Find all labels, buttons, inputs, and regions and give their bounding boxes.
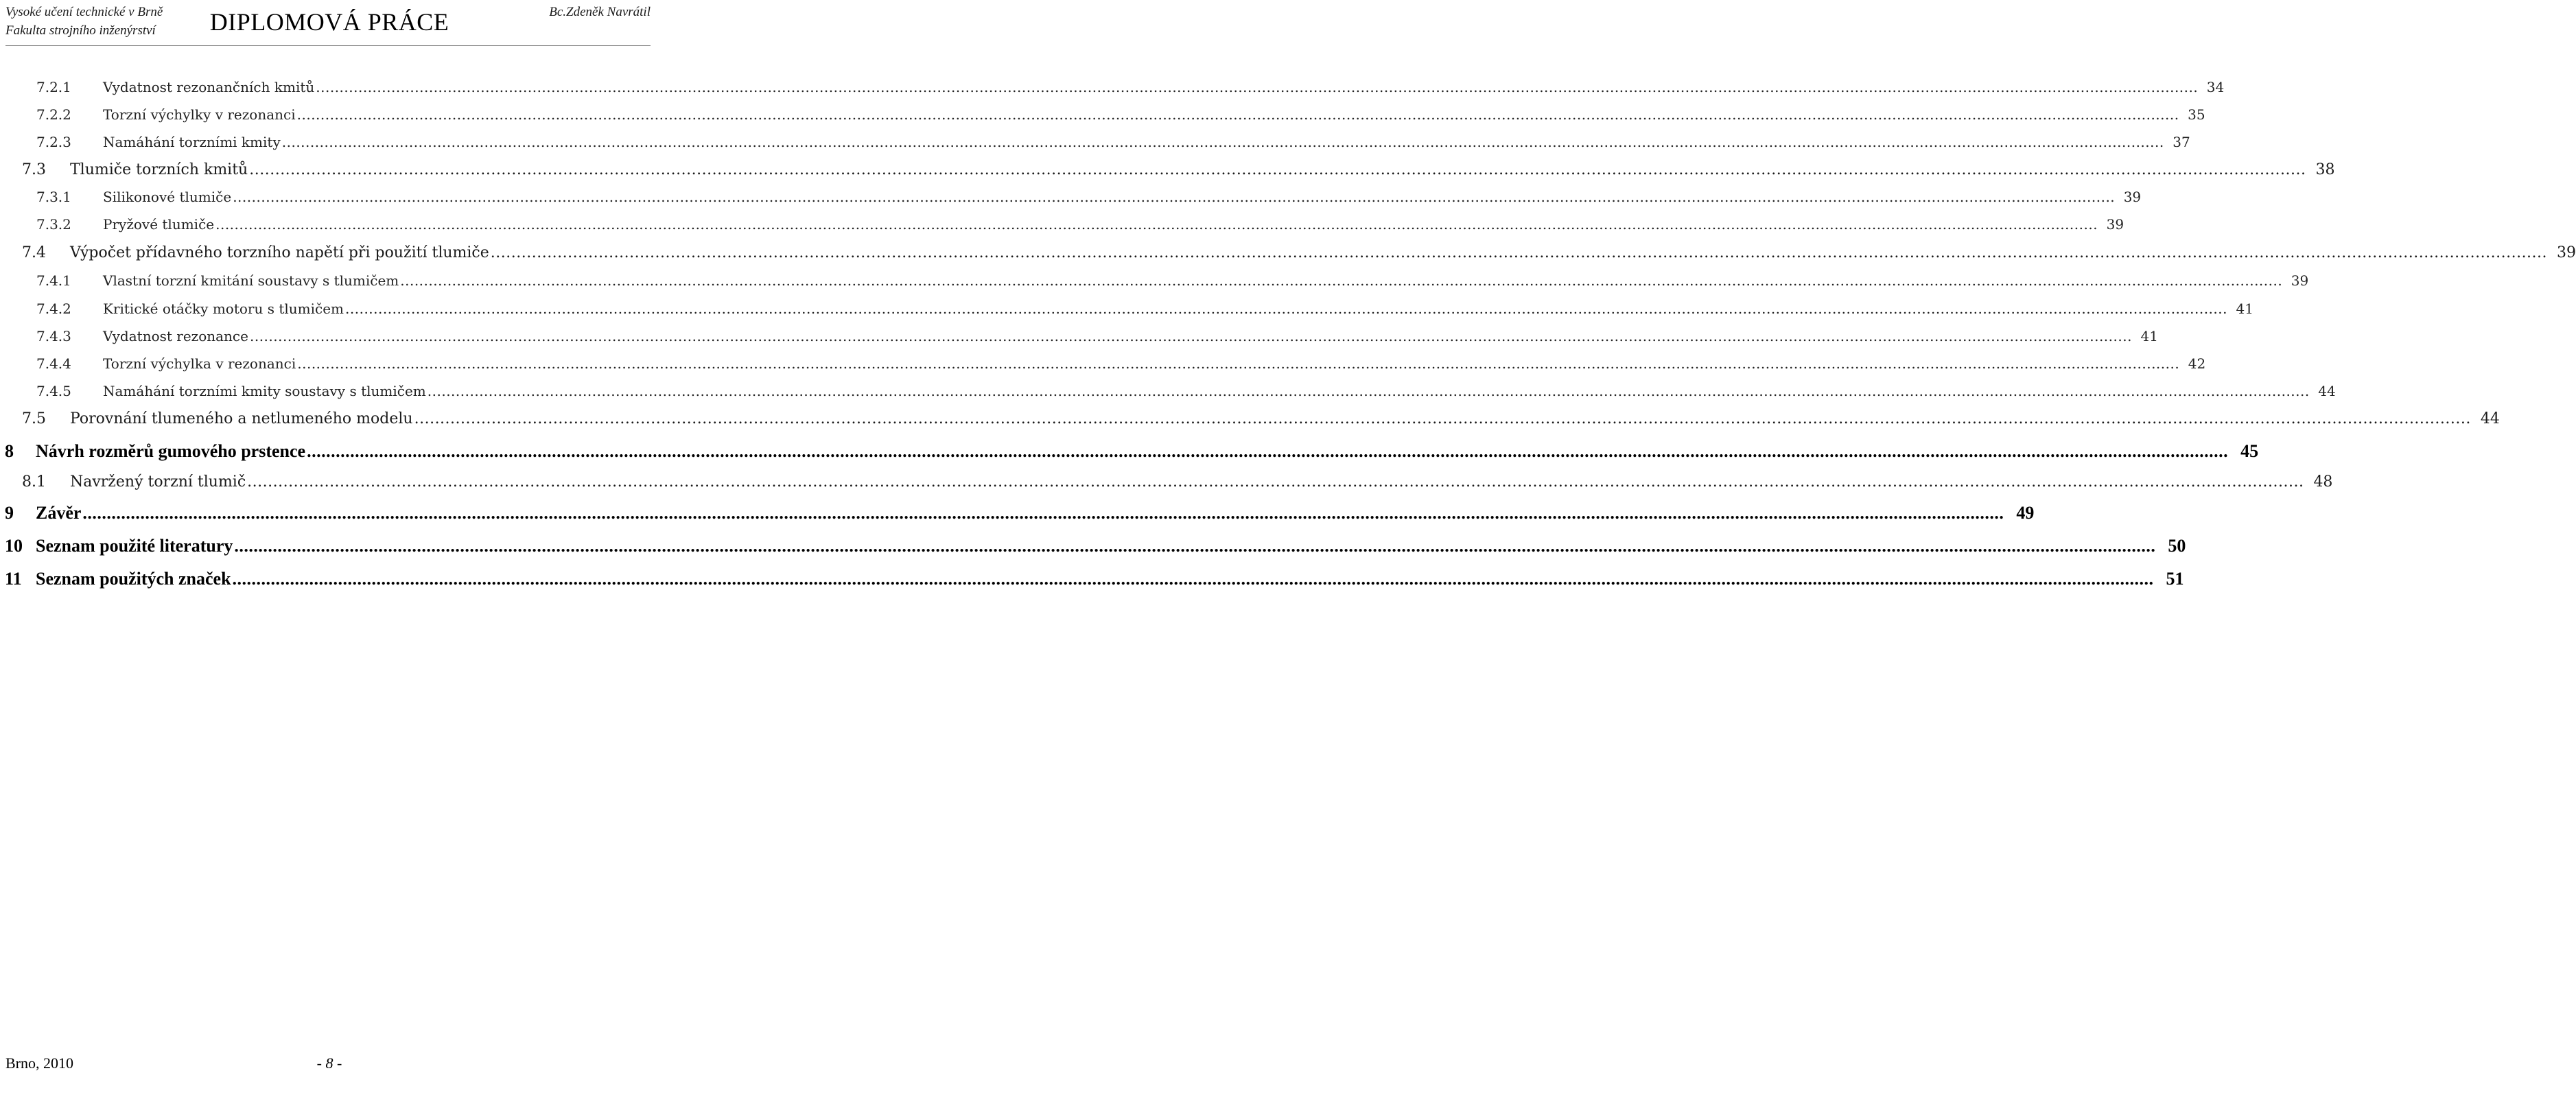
toc-entry-title: Výpočet přídavného torzního napětí při použití tlumiče [70,244,489,261]
toc-entry-page: 48 [2313,473,2333,491]
toc-entry-number: 9 [5,503,14,523]
toc-entry[interactable] [0,328,2158,344]
toc-entry[interactable] [0,383,2336,399]
toc-dot-leader: ................................................................................................................................................................................................................................................................................................................................................................................................................ [296,106,2179,123]
toc-entry-number: 7.4.5 [36,383,71,399]
author-name: Bc.Zdeněk Navrátil [549,5,651,19]
toc-entry-title: Navržený torzní tlumič [70,473,246,491]
toc-entry-number: 7.5 [22,410,46,427]
toc-entry[interactable] [0,272,2309,289]
toc-entry[interactable] [0,473,2333,491]
toc-entry-title: Seznam použité literatury [36,536,233,556]
document-type-title: DIPLOMOVÁ PRÁCE [209,8,449,36]
toc-entry-title: Vydatnost rezonančních kmitů [103,79,315,95]
toc-dot-leader: ................................................................................................................................................................................................................................................................................................................................................................................................................ [297,355,2180,372]
university-name: Vysoké učení technické v Brně [5,5,163,19]
toc-entry-title: Torzní výchylka v rezonanci [103,355,296,372]
toc-entry[interactable] [0,216,2124,233]
faculty-name: Fakulta strojního inženýrství [5,23,156,38]
footer-page-number [0,1054,659,1072]
toc-entry[interactable] [0,503,2035,523]
toc-entry-page: 42 [2188,355,2206,372]
toc-entry[interactable] [0,134,2190,150]
toc-entry[interactable] [0,189,2142,205]
toc-entry-number: 7.2.2 [36,106,71,123]
toc-entry[interactable] [0,161,2335,178]
toc-entry[interactable] [0,300,2253,317]
toc-entry-title: Vydatnost rezonance [103,328,248,344]
footer-place-year: Brno, 2010 [5,1054,73,1072]
header-divider [5,45,651,46]
toc-entry[interactable] [0,441,2259,462]
toc-entry-title: Porovnání tlumeného a netlumeného modelu [70,410,413,427]
toc-dot-leader: ................................................................................................................................................................................................................................................................................................................................................................................................................ [281,134,2164,150]
toc-dot-leader: ................................................................................................................................................................................................................................................................................................................................................................................................................ [249,161,2306,178]
toc-entry-number: 7.3 [22,161,46,178]
toc-dot-leader: ................................................................................................................................................................................................................................................................................................................................................................................................................ [427,383,2310,399]
toc-dot-leader: ................................................................................................................................................................................................................................................................................................................................................................................................................ [247,473,2304,491]
toc-dot-leader: ................................................................................................................................................................................................................................................................................................................................................................................................................ [307,441,2229,461]
toc-entry-number: 8 [5,441,14,461]
toc-entry[interactable] [0,410,2500,427]
toc-entry-number: 7.2.3 [36,134,71,150]
toc-dot-leader: ................................................................................................................................................................................................................................................................................................................................................................................................................ [316,79,2199,95]
toc-entry-page: 44 [2318,383,2336,399]
toc-dot-leader: ................................................................................................................................................................................................................................................................................................................................................................................................................ [400,272,2283,289]
toc-dot-leader: ................................................................................................................................................................................................................................................................................................................................................................................................................ [82,503,2004,523]
toc-entry[interactable] [0,244,2576,261]
toc-entry-title: Torzní výchylky v rezonanci [103,106,296,123]
toc-dot-leader: ................................................................................................................................................................................................................................................................................................................................................................................................................ [233,189,2116,205]
toc-entry-title: Seznam použitých značek [36,569,231,589]
toc-entry-number: 7.4.1 [36,272,71,289]
toc-entry[interactable] [0,569,2184,589]
toc-dot-leader: ................................................................................................................................................................................................................................................................................................................................................................................................................ [490,244,2548,261]
toc-entry-page: 34 [2206,79,2225,95]
toc-entry-title: Pryžové tlumiče [103,216,215,233]
toc-dot-leader: ................................................................................................................................................................................................................................................................................................................................................................................................................ [414,410,2471,427]
toc-entry-title: Závěr [36,503,82,523]
toc-entry-title: Namáhání torzními kmity soustavy s tlumičem [103,383,426,399]
toc-entry[interactable] [0,106,2205,123]
toc-entry[interactable] [0,79,2225,95]
toc-entry[interactable] [0,355,2206,372]
toc-entry-number: 7.3.1 [36,189,71,205]
toc-entry-page: 35 [2188,106,2205,123]
toc-entry-page: 49 [2016,503,2035,523]
toc-dot-leader: ................................................................................................................................................................................................................................................................................................................................................................................................................ [215,216,2098,233]
toc-entry-number: 7.4.4 [36,355,71,372]
toc-entry-page: 39 [2557,244,2576,261]
toc-entry-number: 10 [5,536,23,556]
toc-entry-page: 39 [2123,189,2142,205]
toc-entry-number: 7.3.2 [36,216,71,233]
toc-entry-page: 50 [2168,536,2186,556]
toc-entry-number: 7.2.1 [36,79,71,95]
toc-entry-page: 37 [2173,134,2190,150]
toc-entry-page: 44 [2480,410,2500,427]
toc-entry[interactable] [0,536,2186,556]
toc-entry-title: Kritické otáčky motoru s tlumičem [103,300,344,317]
toc-dot-leader: ................................................................................................................................................................................................................................................................................................................................................................................................................ [345,300,2227,317]
toc-entry-number: 7.4 [22,244,46,261]
toc-entry-title: Tlumiče torzních kmitů [70,161,248,178]
toc-entry-page: 45 [2240,441,2259,461]
toc-entry-number: 8.1 [22,473,46,491]
toc-dot-leader: ................................................................................................................................................................................................................................................................................................................................................................................................................ [249,328,2132,344]
toc-entry-page: 41 [2140,328,2158,344]
toc-entry-number: 11 [5,569,22,589]
toc-dot-leader: ................................................................................................................................................................................................................................................................................................................................................................................................................ [234,536,2156,556]
toc-entry-page: 41 [2236,300,2253,317]
page-number: - 8 - [316,1054,342,1072]
toc-entry-number: 7.4.2 [36,300,71,317]
toc-entry-title: Návrh rozměrů gumového prstence [36,441,306,461]
toc-entry-page: 39 [2106,216,2124,233]
toc-entry-title: Vlastní torzní kmitání soustavy s tlumičem [103,272,399,289]
toc-entry-title: Namáhání torzními kmity [103,134,281,150]
toc-entry-page: 51 [2166,569,2184,589]
toc-dot-leader: ................................................................................................................................................................................................................................................................................................................................................................................................................ [232,569,2154,589]
toc-entry-page: 38 [2315,161,2335,178]
toc-entry-number: 7.4.3 [36,328,71,344]
toc-entry-page: 39 [2291,272,2309,289]
toc-entry-title: Silikonové tlumiče [103,189,232,205]
